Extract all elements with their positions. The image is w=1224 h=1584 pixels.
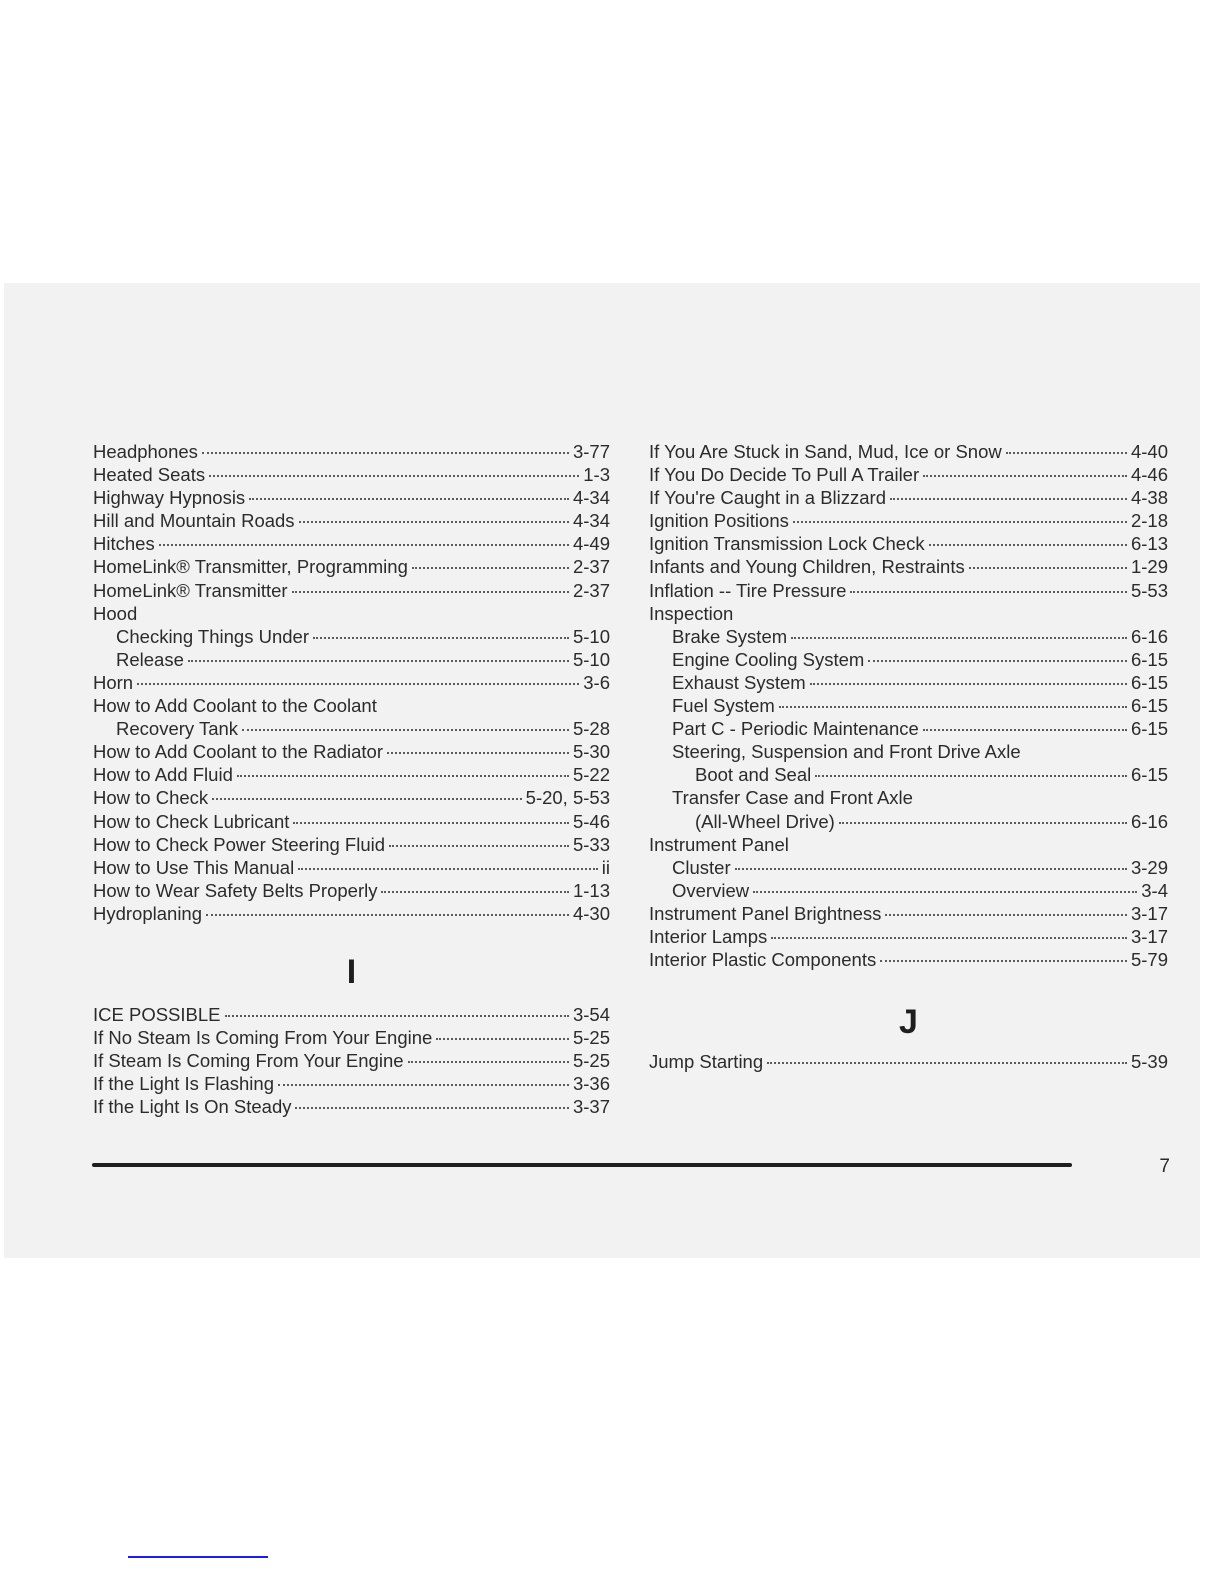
dot-leader xyxy=(793,521,1127,523)
index-entry-page: 3-37 xyxy=(572,1096,610,1118)
index-column-right xyxy=(649,440,1168,971)
index-entry-text: Checking Things Under xyxy=(116,625,309,647)
index-entry-text: How to Add Coolant to the Coolant xyxy=(93,695,377,717)
index-column-left xyxy=(93,440,610,925)
index-entry-page: 1-3 xyxy=(583,464,610,486)
index-entry xyxy=(93,440,610,463)
index-entry-page: 5-10 xyxy=(572,648,610,670)
index-entry-page: 6-16 xyxy=(1130,810,1168,832)
index-entry-page: 4-34 xyxy=(572,510,610,532)
index-entry xyxy=(93,532,610,555)
index-entry-text: Hitches xyxy=(93,533,155,555)
dot-leader xyxy=(810,683,1127,685)
index-entry-text: How to Wear Safety Belts Properly xyxy=(93,879,378,901)
index-entry-text: Highway Hypnosis xyxy=(93,487,246,509)
index-entry-page: 6-13 xyxy=(1130,533,1168,555)
index-entry-text: If You Do Decide To Pull A Trailer xyxy=(649,464,920,486)
index-entry-page: 2-37 xyxy=(572,556,610,578)
index-entry-text: Interior Lamps xyxy=(649,925,768,947)
dot-leader xyxy=(412,567,569,569)
index-entry xyxy=(93,902,610,925)
index-entry xyxy=(93,879,610,902)
index-entry-text: Horn xyxy=(93,671,134,693)
index-entry xyxy=(93,786,610,809)
index-entry xyxy=(93,833,610,856)
dot-leader xyxy=(436,1038,569,1040)
dot-leader xyxy=(850,591,1127,593)
index-entry xyxy=(93,579,610,602)
index-entry xyxy=(649,786,1168,809)
section-heading-i: I xyxy=(346,953,357,991)
index-entry-text: If Steam Is Coming From Your Engine xyxy=(93,1050,404,1072)
dot-leader xyxy=(137,683,579,685)
index-entry xyxy=(93,1003,610,1026)
index-entry-page: 4-40 xyxy=(1130,441,1168,462)
dot-leader xyxy=(212,798,522,800)
index-entry xyxy=(93,763,610,786)
index-entry-page: 5-10 xyxy=(572,625,610,647)
dot-leader xyxy=(923,729,1127,731)
dot-leader xyxy=(293,822,569,824)
index-entry-page: 5-46 xyxy=(572,810,610,832)
index-entry-text: How to Check Lubricant xyxy=(93,810,290,832)
index-entry xyxy=(649,879,1168,902)
index-entry-page: 1-13 xyxy=(572,879,610,901)
dot-leader xyxy=(188,660,569,662)
dot-leader xyxy=(839,822,1127,824)
dot-leader xyxy=(249,498,569,500)
index-entry-page: 3-54 xyxy=(572,1004,610,1025)
index-entry-text: How to Check xyxy=(93,787,209,809)
index-entry-text: ICE POSSIBLE xyxy=(93,1004,221,1025)
index-entry xyxy=(93,671,610,694)
dot-leader xyxy=(791,637,1127,639)
index-entry xyxy=(93,740,610,763)
index-entry-text: How to Use This Manual xyxy=(93,856,295,878)
index-entry xyxy=(649,486,1168,509)
index-entry xyxy=(93,602,610,625)
index-entry-text: (All-Wheel Drive) xyxy=(695,810,835,832)
dot-leader xyxy=(969,567,1127,569)
dot-leader xyxy=(923,475,1127,477)
index-entry-page: 5-28 xyxy=(572,718,610,740)
index-entry-text: Part C - Periodic Maintenance xyxy=(672,718,919,740)
index-entry-page: 6-15 xyxy=(1130,764,1168,786)
index-entry-page: 3-36 xyxy=(572,1073,610,1095)
dot-leader xyxy=(225,1015,569,1017)
index-entry-page: 6-15 xyxy=(1130,695,1168,717)
index-entry-page: 4-34 xyxy=(572,487,610,509)
dot-leader xyxy=(890,498,1127,500)
index-entry-page: 4-46 xyxy=(1130,464,1168,486)
index-entry-page: 4-30 xyxy=(572,902,610,924)
dot-leader xyxy=(771,937,1127,939)
dot-leader xyxy=(295,1107,568,1109)
index-entry xyxy=(649,509,1168,532)
index-entry-text: Release xyxy=(116,648,184,670)
dot-leader xyxy=(735,868,1127,870)
dot-leader xyxy=(1006,452,1127,454)
dot-leader xyxy=(242,729,569,731)
index-entry xyxy=(93,463,610,486)
index-entry-text: Ignition Positions xyxy=(649,510,789,532)
index-entry-page: 6-16 xyxy=(1130,625,1168,647)
dot-leader xyxy=(767,1062,1127,1064)
dot-leader xyxy=(299,521,569,523)
index-entry-page: 3-29 xyxy=(1130,856,1168,878)
index-entry xyxy=(649,856,1168,879)
index-entry-text: How to Add Fluid xyxy=(93,764,233,786)
index-entry-text: Steering, Suspension and Front Drive Axle xyxy=(672,741,1021,763)
index-entry xyxy=(649,532,1168,555)
index-entry-text: Instrument Panel xyxy=(649,833,789,855)
index-entry-text: Overview xyxy=(672,879,750,901)
index-entry xyxy=(93,648,610,671)
index-entry-text: Inflation -- Tire Pressure xyxy=(649,579,847,601)
index-entry xyxy=(93,486,610,509)
index-entry-text: Heated Seats xyxy=(93,464,206,486)
index-entry-text: If You Are Stuck in Sand, Mud, Ice or Snow xyxy=(649,441,1002,462)
dot-leader xyxy=(313,637,569,639)
index-entry-text: Hill and Mountain Roads xyxy=(93,510,295,532)
index-entry-text: Brake System xyxy=(672,625,788,647)
footer-link-underline[interactable] xyxy=(128,1556,268,1558)
dot-leader xyxy=(202,452,569,454)
dot-leader xyxy=(298,868,598,870)
page-number: 7 xyxy=(1159,1156,1170,1177)
index-entry xyxy=(649,925,1168,948)
index-entry-text: Transfer Case and Front Axle xyxy=(672,787,913,809)
dot-leader xyxy=(381,891,569,893)
index-entry xyxy=(93,694,610,717)
index-entry xyxy=(649,440,1168,463)
dot-leader xyxy=(159,544,569,546)
index-entry-text: How to Add Coolant to the Radiator xyxy=(93,741,384,763)
index-entry-page: 5-25 xyxy=(572,1027,610,1049)
dot-leader xyxy=(237,775,569,777)
dot-leader xyxy=(868,660,1127,662)
index-entry-page: 5-33 xyxy=(572,833,610,855)
index-entry-page: 6-15 xyxy=(1130,671,1168,693)
index-entry-text: Headphones xyxy=(93,441,198,462)
dot-leader xyxy=(389,845,569,847)
index-entry xyxy=(649,648,1168,671)
dot-leader xyxy=(278,1084,569,1086)
index-entry-text: Interior Plastic Components xyxy=(649,949,877,971)
index-entry-text: If the Light Is Flashing xyxy=(93,1073,274,1095)
dot-leader xyxy=(292,591,569,593)
index-entry-text: If the Light Is On Steady xyxy=(93,1096,292,1118)
index-entry xyxy=(649,717,1168,740)
index-entry-page: 3-6 xyxy=(583,671,610,693)
dot-leader xyxy=(408,1061,569,1063)
index-section-j xyxy=(649,1050,1168,1073)
index-entry-page: 4-49 xyxy=(572,533,610,555)
footer-rule xyxy=(92,1163,1072,1167)
index-entry-page: 3-4 xyxy=(1141,879,1168,901)
index-entry xyxy=(649,833,1168,856)
dot-leader xyxy=(753,891,1137,893)
index-entry xyxy=(649,948,1168,971)
index-entry xyxy=(649,1050,1168,1073)
index-entry-text: Boot and Seal xyxy=(695,764,812,786)
index-entry-page: 5-39 xyxy=(1130,1051,1168,1072)
index-entry-page: 6-15 xyxy=(1130,648,1168,670)
dot-leader xyxy=(885,914,1127,916)
index-entry-page: 5-20, 5-53 xyxy=(525,787,610,809)
dot-leader xyxy=(929,544,1127,546)
index-entry xyxy=(649,602,1168,625)
index-entry-text: Recovery Tank xyxy=(116,718,239,740)
index-entry-text: Ignition Transmission Lock Check xyxy=(649,533,925,555)
section-heading-j: J xyxy=(899,1003,918,1041)
index-entry-text: Cluster xyxy=(672,856,731,878)
index-entry-text: If No Steam Is Coming From Your Engine xyxy=(93,1027,433,1049)
index-entry xyxy=(649,625,1168,648)
index-entry-text: If You're Caught in a Blizzard xyxy=(649,487,886,509)
index-entry-page: 3-77 xyxy=(572,441,610,462)
dot-leader xyxy=(815,775,1127,777)
index-section-i xyxy=(93,1003,610,1118)
index-entry-page: ii xyxy=(601,856,610,878)
index-entry xyxy=(93,1095,610,1118)
index-entry-text: How to Check Power Steering Fluid xyxy=(93,833,386,855)
index-entry-text: HomeLink® Transmitter xyxy=(93,579,288,601)
index-entry-page: 5-25 xyxy=(572,1050,610,1072)
index-entry-text: Instrument Panel Brightness xyxy=(649,902,882,924)
index-entry xyxy=(93,1026,610,1049)
index-entry-page: 3-17 xyxy=(1130,902,1168,924)
index-entry-page: 5-53 xyxy=(1130,579,1168,601)
index-entry xyxy=(93,509,610,532)
dot-leader xyxy=(387,752,569,754)
index-entry xyxy=(649,555,1168,578)
index-entry xyxy=(649,694,1168,717)
index-entry-text: Engine Cooling System xyxy=(672,648,865,670)
index-entry xyxy=(649,810,1168,833)
index-entry xyxy=(649,671,1168,694)
index-entry xyxy=(649,463,1168,486)
index-entry-text: Fuel System xyxy=(672,695,775,717)
index-entry-page: 5-30 xyxy=(572,741,610,763)
index-entry xyxy=(93,1072,610,1095)
index-entry xyxy=(649,763,1168,786)
index-entry-page: 6-15 xyxy=(1130,718,1168,740)
index-entry xyxy=(93,625,610,648)
index-entry xyxy=(93,555,610,578)
index-entry-page: 3-17 xyxy=(1130,925,1168,947)
index-entry-text: Hood xyxy=(93,602,138,624)
index-entry xyxy=(93,717,610,740)
index-entry-text: Exhaust System xyxy=(672,671,806,693)
index-entry-page: 2-18 xyxy=(1130,510,1168,532)
index-entry-page: 5-22 xyxy=(572,764,610,786)
index-entry xyxy=(649,740,1168,763)
index-entry xyxy=(93,856,610,879)
index-entry-text: Infants and Young Children, Restraints xyxy=(649,556,965,578)
dot-leader xyxy=(209,475,579,477)
index-entry-page: 5-79 xyxy=(1130,949,1168,971)
index-entry-text: HomeLink® Transmitter, Programming xyxy=(93,556,408,578)
index-entry-text: Inspection xyxy=(649,602,734,624)
dot-leader xyxy=(206,914,569,916)
index-entry-text: Jump Starting xyxy=(649,1051,764,1072)
index-entry-page: 1-29 xyxy=(1130,556,1168,578)
index-entry-page: 2-37 xyxy=(572,579,610,601)
index-entry xyxy=(649,579,1168,602)
index-entry xyxy=(93,1049,610,1072)
index-entry xyxy=(649,902,1168,925)
index-entry xyxy=(93,810,610,833)
dot-leader xyxy=(880,960,1127,962)
index-entry-text: Hydroplaning xyxy=(93,902,203,924)
dot-leader xyxy=(779,706,1127,708)
index-entry-page: 4-38 xyxy=(1130,487,1168,509)
